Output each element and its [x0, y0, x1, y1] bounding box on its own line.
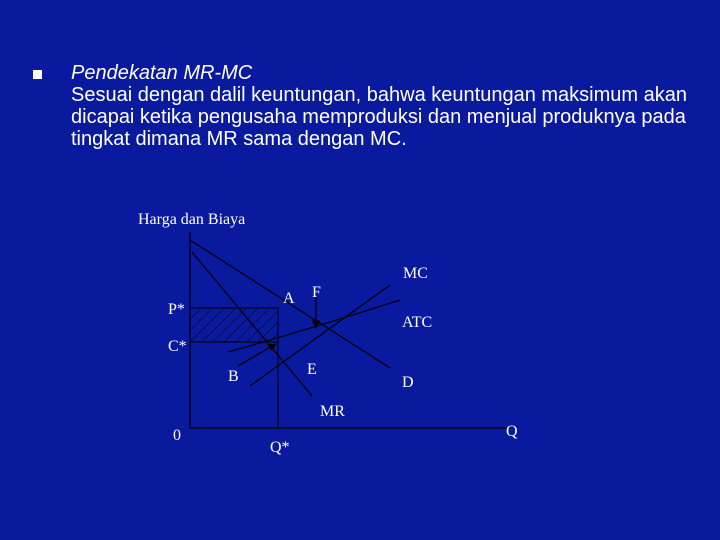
origin-label: 0 [173, 427, 181, 444]
q-axis-label: Q [506, 423, 518, 440]
y-axis-label: Harga dan Biaya [138, 211, 246, 228]
point-e-label: E [307, 361, 317, 378]
profit-area [190, 308, 278, 342]
c-star-label: C* [168, 338, 187, 355]
q-star-label: Q* [270, 439, 290, 456]
atc-label: ATC [402, 314, 433, 331]
slide-heading: Pendekatan MR-MC [71, 62, 253, 84]
mr-label: MR [320, 403, 345, 420]
demand-label: D [402, 374, 414, 391]
point-a-label: A [283, 290, 295, 307]
p-star-label: P* [168, 301, 185, 318]
mc-label: MC [403, 265, 428, 282]
slide-body: Sesuai dengan dalil keuntungan, bahwa keuntungan maksimum akan dicapai ketika pengusaha memproduksi dan menjual produknya pada tingkat dimana MR sama dengan MC. [71, 84, 687, 150]
point-b-label: B [228, 368, 239, 385]
point-f-label: F [312, 284, 321, 301]
